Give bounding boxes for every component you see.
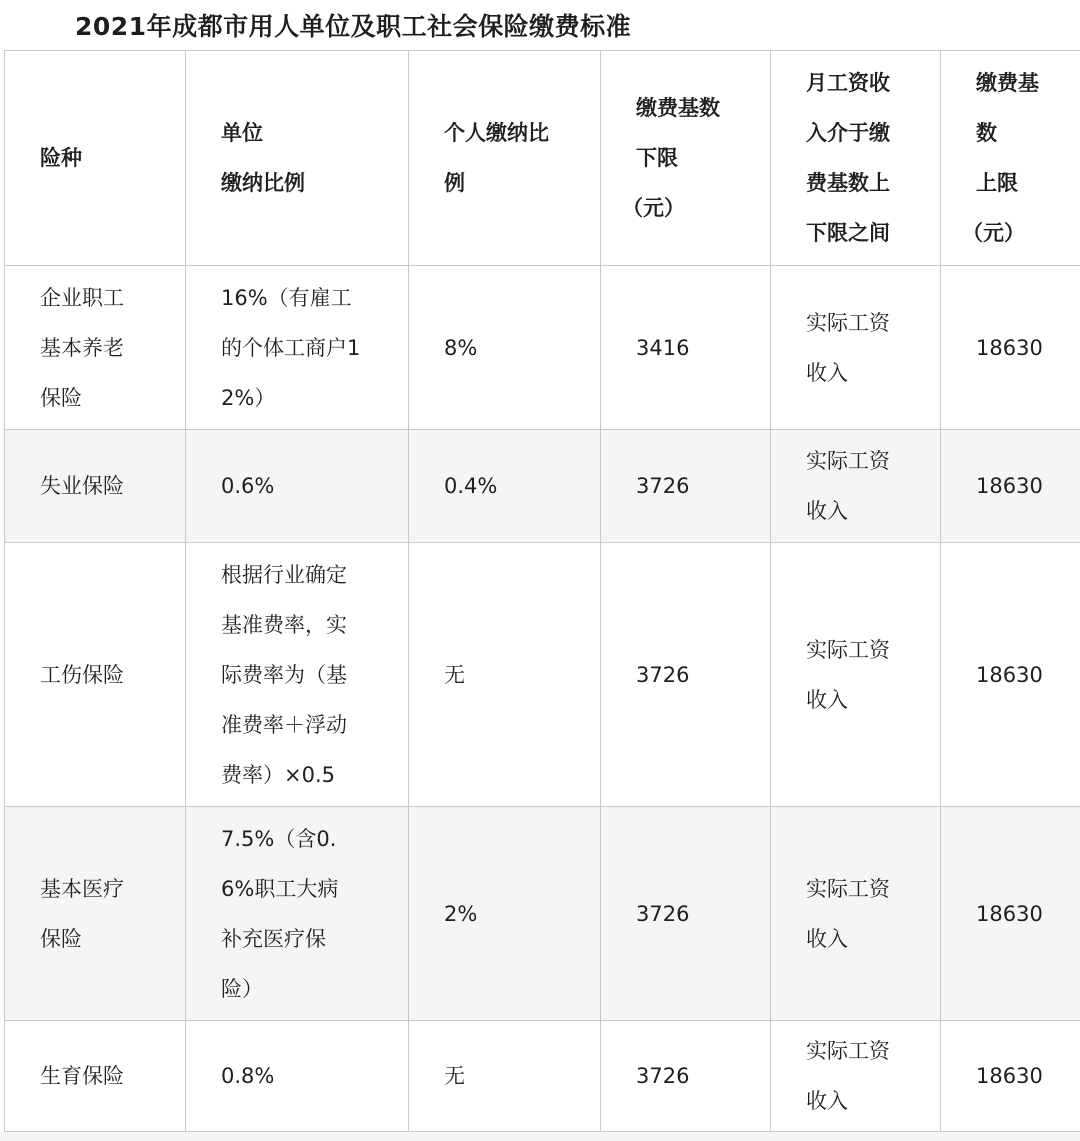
cell-between: 实际工资 收入 [771, 807, 941, 1021]
insurance-table [4, 50, 1080, 1132]
table-row [5, 807, 1080, 1021]
cell-type: 生育保险 [5, 1021, 186, 1132]
cell-unit-rate: 0.8% [186, 1021, 409, 1132]
cell-personal-rate: 无 [409, 1021, 601, 1132]
cell-base-max: 18630 [941, 543, 1080, 807]
table-row [5, 543, 1080, 807]
cell-base-min: 3726 [601, 807, 771, 1021]
cell-base-max: 18630 [941, 430, 1080, 543]
cell-between: 实际工资 收入 [771, 430, 941, 543]
cell-base-max: 18630 [941, 1021, 1080, 1132]
header-base-max: 缴费基 数 上限 （元） [941, 51, 1080, 266]
page-title: 2021年成都市用人单位及职工社会保险缴费标准 [75, 12, 632, 41]
header-base-min: 缴费基数 下限 （元） [601, 51, 771, 266]
cell-base-min: 3416 [601, 266, 771, 430]
header-type: 险种 [5, 51, 186, 266]
bottom-strip [0, 1132, 1080, 1141]
cell-type: 失业保险 [5, 430, 186, 543]
cell-between: 实际工资 收入 [771, 1021, 941, 1132]
cell-base-max: 18630 [941, 807, 1080, 1021]
cell-base-max: 18630 [941, 266, 1080, 430]
cell-unit-rate: 0.6% [186, 430, 409, 543]
cell-type: 企业职工 基本养老 保险 [5, 266, 186, 430]
header-between: 月工资收 入介于缴 费基数上 下限之间 [771, 51, 941, 266]
cell-unit-rate: 16%（有雇工 的个体工商户1 2%） [186, 266, 409, 430]
cell-personal-rate: 无 [409, 543, 601, 807]
cell-personal-rate: 2% [409, 807, 601, 1021]
cell-base-min: 3726 [601, 543, 771, 807]
title-bar [0, 0, 1080, 50]
cell-type: 工伤保险 [5, 543, 186, 807]
table-row [5, 266, 1080, 430]
table-row [5, 430, 1080, 543]
cell-unit-rate: 根据行业确定 基准费率，实 际费率为（基 准费率＋浮动 费率）×0.5 [186, 543, 409, 807]
cell-between: 实际工资 收入 [771, 266, 941, 430]
cell-between: 实际工资 收入 [771, 543, 941, 807]
header-unit-rate: 单位 缴纳比例 [186, 51, 409, 266]
header-personal-rate: 个人缴纳比 例 [409, 51, 601, 266]
cell-base-min: 3726 [601, 430, 771, 543]
cell-personal-rate: 8% [409, 266, 601, 430]
table-row [5, 1021, 1080, 1132]
cell-base-min: 3726 [601, 1021, 771, 1132]
cell-personal-rate: 0.4% [409, 430, 601, 543]
cell-type: 基本医疗 保险 [5, 807, 186, 1021]
cell-unit-rate: 7.5%（含0. 6%职工大病 补充医疗保 险） [186, 807, 409, 1021]
header-row [5, 51, 1080, 266]
